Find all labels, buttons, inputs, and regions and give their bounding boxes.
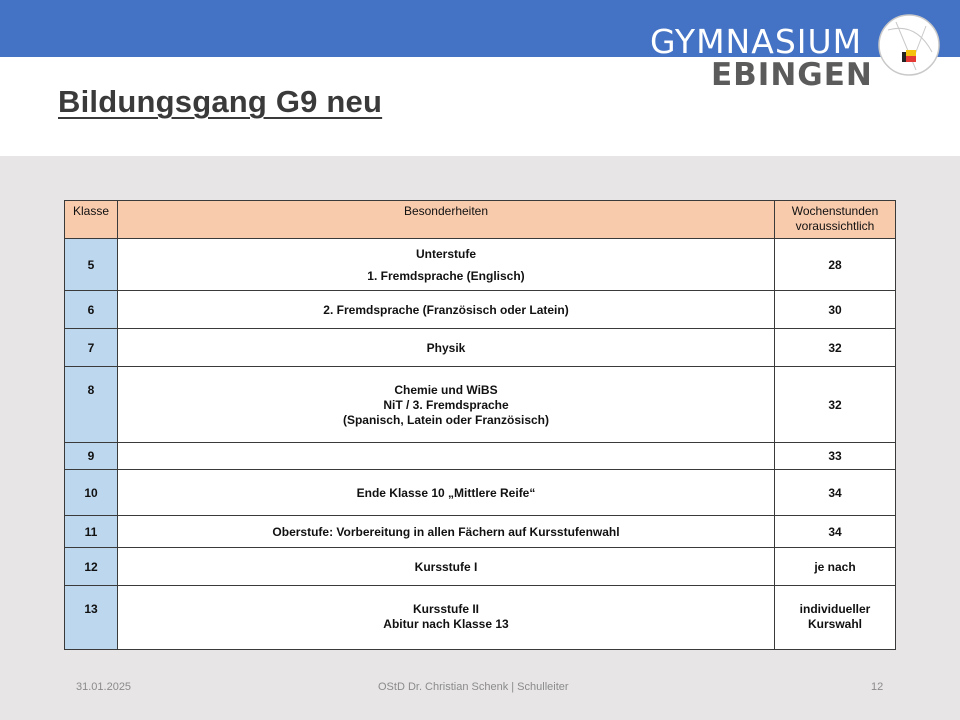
besonderheiten-line: (Spanisch, Latein oder Französisch) [342, 413, 550, 427]
besonderheiten-cell [118, 586, 775, 650]
besonderheiten-line: Abitur nach Klasse 13 [383, 617, 509, 631]
stunden-line: individueller [799, 602, 871, 616]
table-row [65, 516, 896, 548]
klasse-cell: 6 [65, 291, 118, 329]
klasse-cell: 7 [65, 329, 118, 367]
column-header-klasse: Klasse [65, 201, 118, 239]
curriculum-table [64, 200, 896, 650]
besonderheiten-line: Unterstufe [415, 246, 476, 261]
stunden-cell: 30 [775, 291, 896, 329]
table-row [65, 586, 896, 650]
table-row [65, 291, 896, 329]
stunden-cell: 28 [775, 239, 896, 291]
klasse-cell: 13 [65, 586, 118, 650]
besonderheiten-line: NiT / 3. Fremdsprache [383, 398, 509, 412]
stunden-cell [775, 586, 896, 650]
besonderheiten-cell [118, 443, 775, 470]
besonderheiten-cell [118, 239, 775, 291]
footer-page-number: 12 [871, 681, 884, 693]
klasse-cell: 12 [65, 548, 118, 586]
stunden-cell: 32 [775, 367, 896, 443]
page-title: Bildungsgang G9 neu [58, 84, 383, 119]
table-row [65, 367, 896, 443]
table-row [65, 329, 896, 367]
besonderheiten-cell: Physik [118, 329, 775, 367]
stunden-line: Kurswahl [807, 617, 862, 631]
stunden-cell: 33 [775, 443, 896, 470]
besonderheiten-line: 1. Fremdsprache (Englisch) [367, 268, 525, 283]
table-row [65, 239, 896, 291]
logo-text-gymnasium: GYMNASIUM [650, 22, 863, 61]
besonderheiten-cell: Oberstufe: Vorbereitung in allen Fächern auf Kursstufenwahl [118, 516, 775, 548]
table-row [65, 470, 896, 516]
footer-author: OStD Dr. Christian Schenk | Schulleiter [378, 681, 569, 693]
besonderheiten-cell: 2. Fremdsprache (Französisch oder Latein) [118, 291, 775, 329]
klasse-cell: 9 [65, 443, 118, 470]
stunden-cell: je nach [775, 548, 896, 586]
klasse-cell: 10 [65, 470, 118, 516]
besonderheiten-line: Kursstufe II [412, 602, 479, 616]
stunden-cell: 32 [775, 329, 896, 367]
besonderheiten-cell [118, 367, 775, 443]
table-row [65, 443, 896, 470]
klasse-cell: 5 [65, 239, 118, 291]
school-logo-icon [876, 12, 942, 78]
logo-text-ebingen: EBINGEN [711, 57, 873, 93]
stunden-cell: 34 [775, 516, 896, 548]
column-header-besonderheiten: Besonderheiten [118, 201, 775, 239]
besonderheiten-line: Chemie und WiBS [394, 383, 498, 397]
footer-date: 31.01.2025 [76, 681, 132, 693]
besonderheiten-cell: Kursstufe I [118, 548, 775, 586]
klasse-cell: 8 [65, 367, 118, 443]
table-header-row [65, 201, 896, 239]
stunden-cell: 34 [775, 470, 896, 516]
besonderheiten-cell: Ende Klasse 10 „Mittlere Reife“ [118, 470, 775, 516]
klasse-cell: 11 [65, 516, 118, 548]
table-row [65, 548, 896, 586]
column-header-wochenstunden: Wochenstunden voraussichtlich [775, 201, 896, 239]
